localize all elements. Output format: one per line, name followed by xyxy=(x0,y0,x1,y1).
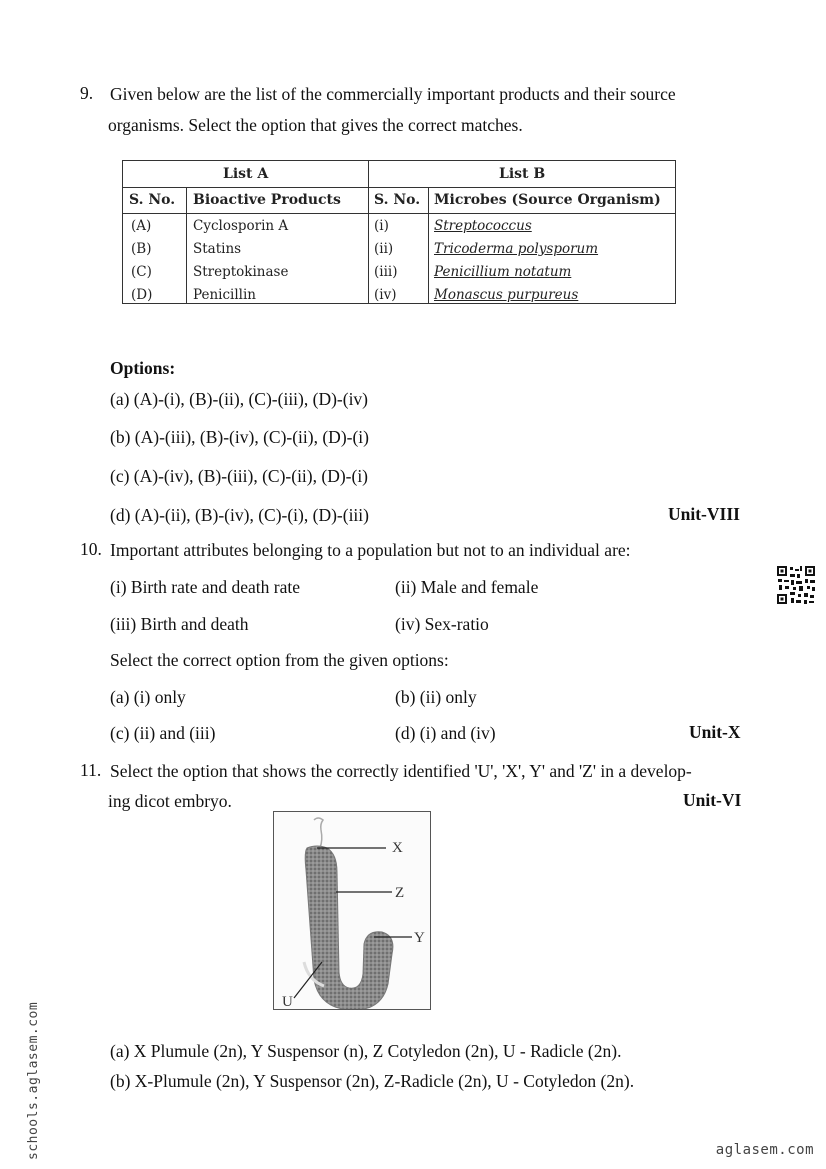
q10-unit: Unit-X xyxy=(689,722,741,742)
q10-item-iv: (iv) Sex-ratio xyxy=(395,614,489,634)
q11-stem-line1: Select the option that shows the correctly identified 'U', 'X', Y' and 'Z' in a develop- xyxy=(110,761,692,781)
label-u: U xyxy=(282,994,293,1009)
q9-number: 9. xyxy=(80,83,94,103)
q9-option-c: (c) (A)-(iv), (B)-(iii), (C)-(ii), (D)-(i) xyxy=(110,466,369,486)
options-heading: Options: xyxy=(110,358,176,378)
match-table xyxy=(122,160,676,304)
table-cell: (B) xyxy=(131,241,152,257)
table-cell: (C) xyxy=(131,264,152,280)
q11-number: 11. xyxy=(80,760,102,780)
list-a-heading: List A xyxy=(223,166,269,182)
table-cell: Statins xyxy=(193,241,242,257)
table-cell: (iii) xyxy=(374,264,398,280)
table-cell: Streptococcus xyxy=(434,218,532,234)
label-y: Y xyxy=(414,930,425,946)
table-cell: (D) xyxy=(131,287,153,303)
q10-item-ii: (ii) Male and female xyxy=(395,577,539,597)
table-cell: Cyclosporin A xyxy=(193,218,289,234)
q9-stem-line1: Given below are the list of the commercially important products and their source xyxy=(110,84,676,104)
q9-stem-line2: organisms. Select the option that gives the correct matches. xyxy=(108,115,523,135)
q11-option-a: (a) X Plumule (2n), Y Suspensor (n), Z Cotyledon (2n), U - Radicle (2n). xyxy=(110,1041,622,1061)
list-b-heading: List B xyxy=(499,166,546,182)
q10-instruction: Select the correct option from the given options: xyxy=(110,650,449,670)
q11-unit: Unit-VI xyxy=(683,790,742,810)
q11-stem-line2: ing dicot embryo. xyxy=(108,791,232,811)
q11-option-b: (b) X-Plumule (2n), Y Suspensor (2n), Z-Radicle (2n), U - Cotyledon (2n). xyxy=(110,1071,635,1091)
header-products: Bioactive Products xyxy=(193,192,341,208)
embryo-illustration xyxy=(274,812,430,1009)
header-microbes: Microbes (Source Organism) xyxy=(434,192,661,208)
header-sno-a: S. No. xyxy=(129,192,176,208)
q10-item-i: (i) Birth rate and death rate xyxy=(110,577,300,597)
dicot-embryo-figure xyxy=(273,811,431,1010)
qr-code-icon xyxy=(776,565,816,605)
side-watermark: schools.aglasem.com xyxy=(26,1001,41,1160)
q10-option-d: (d) (i) and (iv) xyxy=(395,723,496,743)
table-cell: Monascus purpureus xyxy=(434,287,579,303)
table-cell: Tricoderma polysporum xyxy=(434,241,599,257)
table-cell: Streptokinase xyxy=(193,264,289,280)
q9-option-d: (d) (A)-(ii), (B)-(iv), (C)-(i), (D)-(iii) xyxy=(110,505,369,525)
q10-number: 10. xyxy=(80,539,102,559)
table-cell: (i) xyxy=(374,218,389,234)
q9-option-a: (a) (A)-(i), (B)-(ii), (C)-(iii), (D)-(iv) xyxy=(110,389,369,409)
q10-option-c: (c) (ii) and (iii) xyxy=(110,723,216,743)
table-cell: (ii) xyxy=(374,241,394,257)
table-cell: (A) xyxy=(131,218,152,234)
header-sno-b: S. No. xyxy=(374,192,421,208)
label-x: X xyxy=(392,840,403,856)
q9-unit: Unit-VIII xyxy=(668,504,740,524)
q10-option-a: (a) (i) only xyxy=(110,687,186,707)
table-cell: (iv) xyxy=(374,287,397,303)
q10-option-b: (b) (ii) only xyxy=(395,687,477,707)
label-z: Z xyxy=(395,885,405,901)
q10-item-iii: (iii) Birth and death xyxy=(110,614,249,634)
q10-stem: Important attributes belonging to a population but not to an individual are: xyxy=(110,540,631,560)
table-cell: Penicillium notatum xyxy=(434,264,572,280)
q9-option-b: (b) (A)-(iii), (B)-(iv), (C)-(ii), (D)-(i) xyxy=(110,427,369,447)
bottom-watermark: aglasem.com xyxy=(715,1142,814,1158)
table-cell: Penicillin xyxy=(193,287,257,303)
